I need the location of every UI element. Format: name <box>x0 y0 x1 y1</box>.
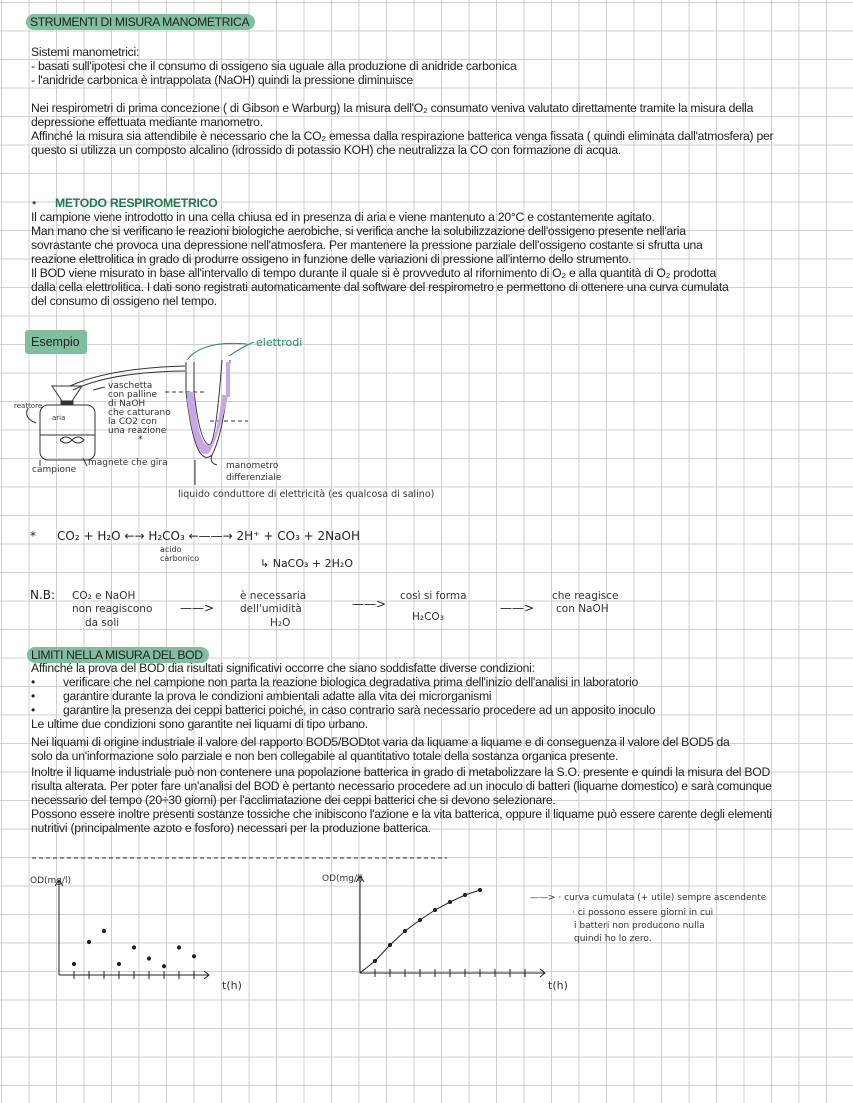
example-label: Esempio <box>25 330 87 354</box>
note: reattore <box>14 402 43 410</box>
text-line: Nei respirometri di prima concezione ( di Gibson e Warburg) la misura dell'O₂ consumato veniva valutato direttamente tramite la misura della <box>31 101 754 115</box>
equation-2: ↳ NaCO₃ + 2H₂O <box>260 557 353 570</box>
section-title-metodo: METODO RESPIROMETRICO <box>55 196 218 210</box>
section-title-limiti: LIMITI NELLA MISURA DEL BOD <box>27 647 209 663</box>
scatter-point <box>162 965 165 968</box>
note: H₂CO₃ <box>412 611 444 623</box>
scatter-point <box>132 946 135 949</box>
graph1-xlabel: t(h) <box>222 979 242 992</box>
cumulative-point <box>373 959 376 962</box>
note: campione <box>32 465 77 475</box>
note: liquido conduttore di elettricità (es qualcosa di salino) <box>178 489 435 500</box>
graph2-xlabel: t(h) <box>548 979 568 992</box>
note: con palline <box>108 390 157 400</box>
note: differenziale <box>226 473 282 483</box>
label-elettrodi: elettrodi <box>256 336 303 349</box>
bullet-item: verificare che nel campione non parta la reazione biologica degradativa prima dell'inizio dell'analisi in laboratorio <box>63 675 638 689</box>
bullet: • <box>32 196 37 210</box>
note: che catturano <box>108 408 171 418</box>
section-title-strumenti: STRUMENTI DI MISURA MANOMETRICA <box>26 14 255 30</box>
note: manometro <box>226 461 279 471</box>
text-line: necessario del tempo (20÷30 giorni) per l'acclimatazione dei ceppi batterici che si devono selezionare. <box>31 793 556 807</box>
note: carbonico <box>160 554 200 563</box>
text-line: sovrastante che provoca una depressione nell'atmosfera. Per mantenere la pressione parziale dell'ossigeno costante si sfrutta una <box>31 238 703 252</box>
bullet-item: garantire la presenza dei ceppi batterici poiché, in caso contrario sarà necessario procedere ad un apposito inoculo <box>63 703 656 717</box>
equation-1: CO₂ + H₂O ←→ H₂CO₃ ←——→ 2H⁺ + CO₃ + 2NaOH <box>57 529 360 543</box>
text-line: reazione elettrolitica in grado di produrre ossigeno in funzione delle variazioni di pressione all'interno dello strumento. <box>31 252 632 266</box>
note: magnete che gira <box>88 458 168 468</box>
text-line: del consumo di ossigeno nel tempo. <box>31 294 217 308</box>
text-line: Il campione viene introdotto in una cella chiusa ed in presenza di aria e viene mantenuto a 20°C e costantemente agitato. <box>31 210 655 224</box>
note: la CO2 con <box>108 417 157 427</box>
cumulative-curve <box>360 890 480 973</box>
note: dell'umidità <box>240 603 302 615</box>
text-line: - l'anidride carbonica è intrappolata (NaOH) quindi la pressione diminuisce <box>31 73 413 87</box>
text-line: depressione effettuata mediante manometro. <box>31 115 263 129</box>
cumulative-point <box>463 893 466 896</box>
note: che reagisce <box>552 590 619 602</box>
note: una reazione <box>108 426 167 436</box>
scatter-point <box>87 940 90 943</box>
cumulative-point <box>403 929 406 932</box>
graph-note: · ci possono essere giorni in cui <box>572 908 714 918</box>
arrow: ——> <box>180 601 215 615</box>
text-line: Inoltre il liquame industriale può non contenere una popolazione batterica in grado di metabolizzare la S.O. presente e quindi la misura del BOD <box>31 765 771 779</box>
cumulative-point <box>448 900 451 903</box>
cumulative-point <box>418 918 421 921</box>
scatter-point <box>117 962 120 965</box>
bullet-item: garantire durante la prova le condizioni ambientali adatte alla vita dei microrganismi <box>63 689 492 703</box>
note: acido <box>160 545 182 554</box>
text-line: questo si utilizza un composto alcalino (idrossido di potassio KOH) che neutralizza la CO con formazione di acqua. <box>31 143 621 157</box>
bullet: • <box>31 689 36 703</box>
text-line: Nei liquami di origine industriale il valore del rapporto BOD5/BODtot varia da liquame a liquame e di conseguenza il valore del BOD5 da <box>31 735 730 749</box>
graph-note: i batteri non producono nulla <box>574 921 705 931</box>
note: aria <box>52 414 66 422</box>
scatter-point <box>147 957 150 960</box>
text-line: Affinché la misura sia attendibile è necessario che la CO₂ emessa dalla respirazione batterica venga fissata ( quindi eliminata dall'atmosfera) per <box>31 129 774 143</box>
note: * <box>138 435 143 445</box>
note: H₂O <box>270 617 291 629</box>
text-line: Il BOD viene misurato in base all'intervallo di tempo durante il quale si è provveduto al rifornimento di O₂ e alla quantità di O₂ prodotta <box>31 266 716 280</box>
note: con NaOH <box>556 603 609 615</box>
graph-note: quindi ho lo zero. <box>574 934 652 944</box>
text-line: Possono essere inoltre presenti sostanze tossiche che inibiscono l'azione e la vita batterica, oppure il liquame può essere carente degli elementi <box>31 807 772 821</box>
note: da soli <box>85 617 120 629</box>
reactor-bottle <box>40 405 95 460</box>
cumulative-point <box>388 943 391 946</box>
text-line: Man mano che si verificano le reazioni biologiche aerobiche, si verifica anche la solubilizzazione dell'ossigeno presente nell'aria <box>31 224 686 238</box>
bullet: • <box>31 675 36 689</box>
cumulative-point <box>478 888 481 891</box>
bullet: • <box>31 703 36 717</box>
note: è necessaria <box>240 590 307 602</box>
graph1-ylabel: OD(mg/l) <box>30 876 72 886</box>
note: CO₂ e NaOH <box>72 590 136 602</box>
arrow: ——> <box>500 601 535 615</box>
note: vaschetta <box>108 381 153 391</box>
scatter-point <box>192 955 195 958</box>
graph2-ylabel: OD(mg/l) <box>322 874 364 884</box>
text-line: dalla cella elettrolitica. I dati sono registrati automaticamente dal software del respirometro e permettono di ottenere una curva cumulata <box>31 280 729 294</box>
scatter-point <box>177 946 180 949</box>
arrow: ——> <box>352 597 387 611</box>
text-line: risulta alterata. Per poter fare un'analisi del BOD è pertanto necessario procedere ad un inoculo di batteri (liquame domestico) e sarà comunque <box>31 779 772 793</box>
text-line: - basati sull'ipotesi che il consumo di ossigeno sia uguale alla produzione di anidride carbonica <box>31 59 517 73</box>
text-line: nutritivi (principalmente azoto e fosforo) necessari per la produzione batterica. <box>31 821 431 835</box>
star: * <box>30 529 36 543</box>
scatter-point <box>102 929 105 932</box>
graph-note: ——> · curva cumulata (+ utile) sempre ascendente <box>530 893 767 903</box>
text-line: Sistemi manometrici: <box>31 45 140 59</box>
scatter-point <box>72 962 75 965</box>
note: non reagiscono <box>72 603 153 615</box>
nb-label: N.B: <box>30 588 56 602</box>
note: così si forma <box>400 590 467 602</box>
note: di NaOH <box>108 399 146 409</box>
cumulative-point <box>433 908 436 911</box>
text-line: Affinché la prova del BOD dia risultati significativi occorre che siano soddisfatte diverse condizioni: <box>31 661 535 675</box>
text-line: Le ultime due condizioni sono garantite nei liquami di tipo urbano. <box>31 717 368 731</box>
text-line: solo da un'informazione solo parziale e non ben collegabile al quantitativo totale della sostanza organica presente. <box>31 749 619 763</box>
